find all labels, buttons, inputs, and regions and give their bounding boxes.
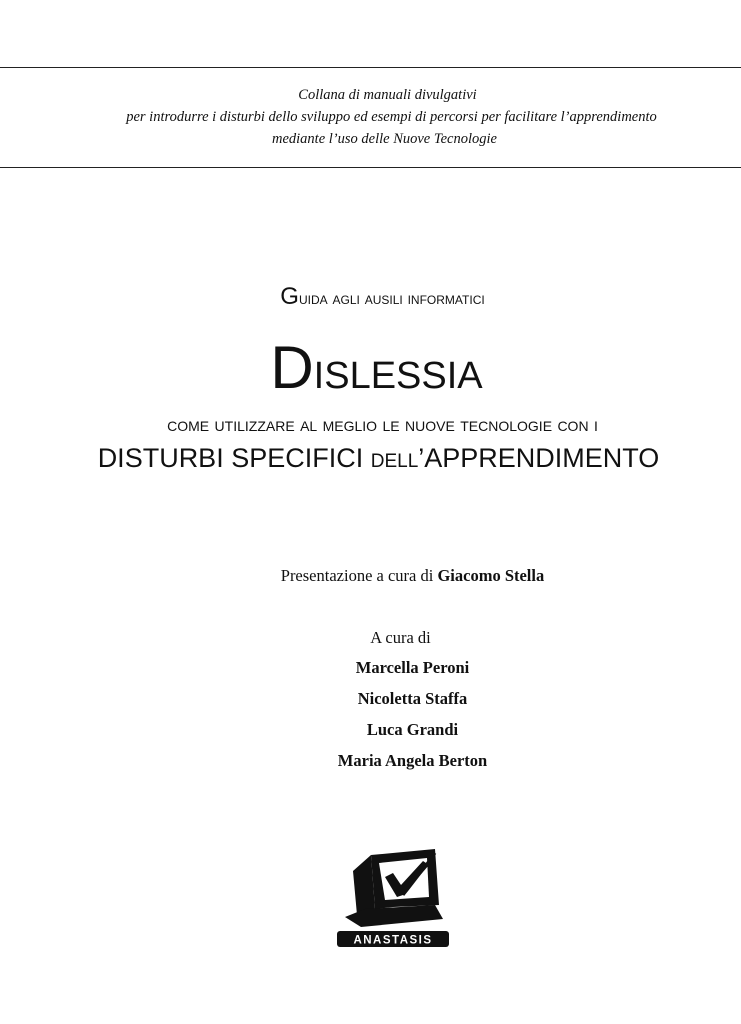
- supertitle-rest: uida agli ausili informatici: [298, 288, 485, 308]
- series-line-1: Collana di manuali divulgativi: [298, 87, 477, 103]
- top-rule: [0, 67, 741, 68]
- presenter-name: Giacomo Stella: [437, 566, 545, 585]
- subtitle-part-b: dell: [370, 443, 419, 473]
- monitor-checkmark-icon: [345, 849, 443, 927]
- series-line-3: mediante l’uso delle Nuove Tecnologie: [272, 131, 497, 147]
- series-description: [0, 84, 741, 150]
- book-supertitle: [12, 283, 741, 311]
- title-initial: D: [270, 334, 314, 401]
- presentation-credit: [42, 566, 741, 586]
- series-line-2: per introdurre i disturbi dello sviluppo ed esempi di percorsi per facilitare l’apprendimento: [126, 109, 657, 125]
- title-rest: islessia: [313, 340, 483, 400]
- subtitle-part-a: DISTURBI SPECIFICI: [97, 443, 371, 473]
- publisher-name: ANASTASIS: [353, 934, 433, 947]
- author-name: Maria Angela Berton: [337, 751, 488, 770]
- edited-by-label: A cura di: [370, 628, 431, 647]
- author-name: Nicoletta Staffa: [357, 689, 468, 708]
- presentation-prefix: Presentazione a cura di: [280, 566, 438, 585]
- book-title: [6, 334, 741, 401]
- bottom-rule: [0, 167, 741, 168]
- publisher-logo: [335, 843, 451, 949]
- subtitle-part-c: ’APPRENDIMENTO: [418, 443, 660, 473]
- subtitle-line-2: [8, 443, 741, 474]
- author-name: Marcella Peroni: [355, 658, 470, 677]
- supertitle-initial: G: [280, 283, 299, 310]
- subtitle-line-1: come utilizzare al meglio le nuove tecnologie con i: [167, 414, 598, 436]
- author-name: Luca Grandi: [366, 720, 459, 739]
